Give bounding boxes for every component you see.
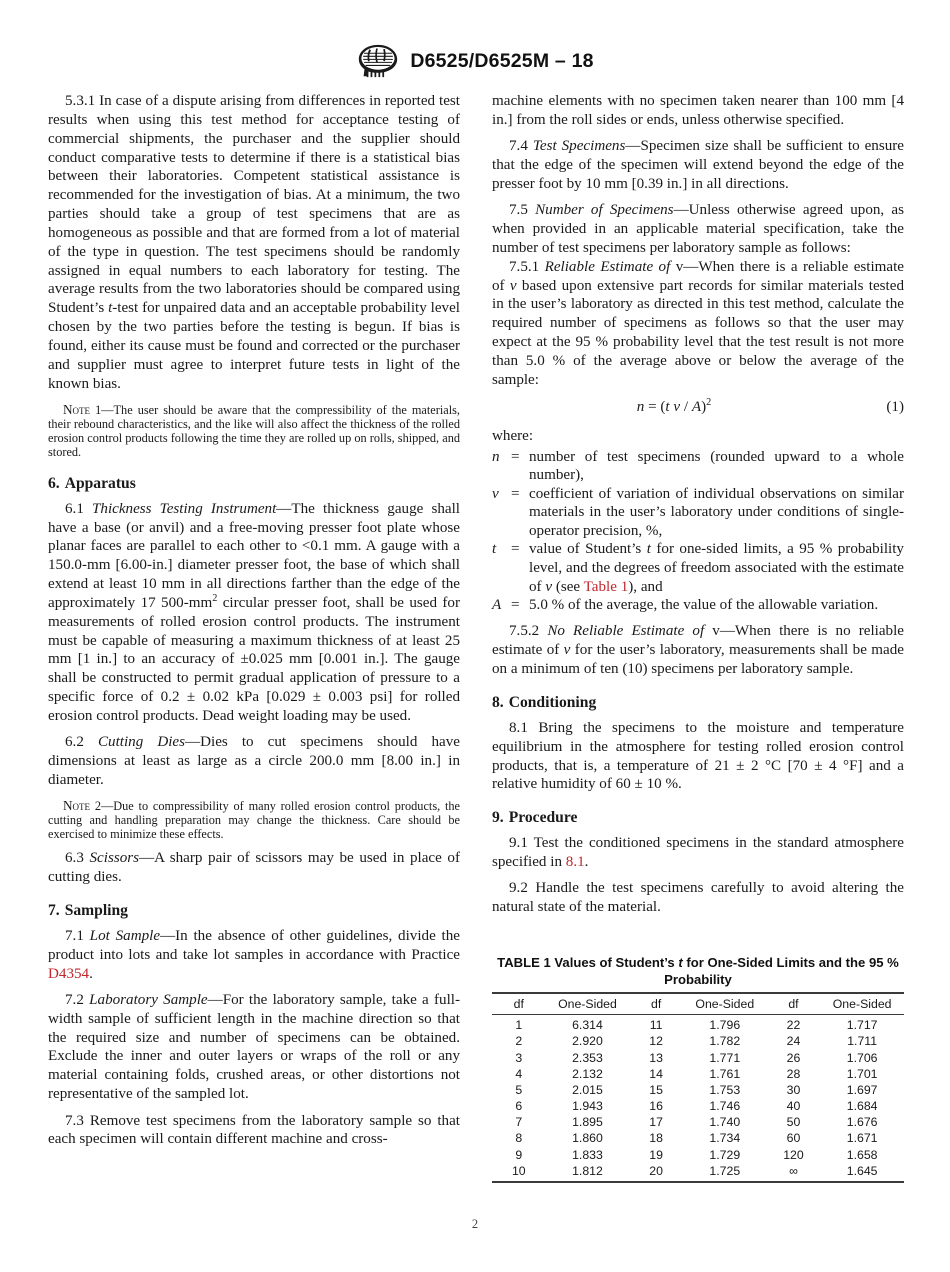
right-column bbox=[492, 92, 904, 1183]
equation-close: ) bbox=[701, 398, 707, 415]
cell-df: 15 bbox=[649, 1082, 663, 1097]
table-row bbox=[492, 1049, 904, 1065]
definition-text bbox=[529, 540, 904, 596]
cell-one-sided: 6.314 bbox=[572, 1018, 603, 1033]
variable-v: v bbox=[563, 642, 571, 659]
paragraph-text: —When there is a reliable estimate of bbox=[492, 258, 904, 294]
cell-df: 28 bbox=[786, 1066, 801, 1081]
cell-one-sided: 1.895 bbox=[572, 1115, 603, 1130]
column-header-df-2: df bbox=[629, 993, 683, 1015]
cell-one-sided: 1.943 bbox=[572, 1099, 603, 1114]
paragraph-number: 7.3 bbox=[65, 1112, 84, 1129]
page-number: 2 bbox=[471, 1217, 479, 1231]
paragraph-text-cont: circular presser foot, shall be used for measurements of rolled erosion control products. The instrument must be capable of measuring a maximum thickness of at least 25 mm [1 in.] to an accuracy of ±0.025 mm [0.001 in.]. The gauge shall be constructed to permit gradual application of pressure to a specific force of 0.2 ± 0.02 kPa [0.029 ± 0.003 psi] for rolled erosion control products. Dead weight loading may be used. bbox=[48, 594, 460, 724]
paragraph-number: 7.5.2 bbox=[509, 623, 540, 640]
column-header-one-sided-1: One-Sided bbox=[546, 993, 630, 1015]
section-heading-6 bbox=[48, 475, 460, 493]
section-title: Sampling bbox=[64, 901, 128, 919]
paragraph-number: 9.1 bbox=[509, 835, 528, 852]
cell-df: 1 bbox=[515, 1018, 523, 1033]
cell-one-sided: 1.782 bbox=[709, 1034, 741, 1049]
paragraph-text: Bring the specimens to the moisture and temperature equilibrium in the atmosphere for testing rolled erosion control products, that is, a temperature of 21 ± 2 °C [70 ± 4 °F] and a relative humidity of 60 ± 10 %. bbox=[492, 719, 904, 793]
cell-one-sided: 1.684 bbox=[846, 1099, 878, 1114]
section-heading-9 bbox=[492, 809, 904, 827]
cell-df: 3 bbox=[515, 1050, 523, 1065]
definition-text: coefficient of variation of individual observations on similar materials in the user’s laboratory under conditions of single-operator precision, %, bbox=[529, 485, 904, 539]
cell-df: 50 bbox=[786, 1115, 801, 1130]
equation-v: v bbox=[673, 398, 681, 415]
definition-equals: = bbox=[511, 597, 520, 614]
cell-df: 20 bbox=[629, 1163, 683, 1182]
cell-df: 10 bbox=[492, 1163, 546, 1182]
table-row bbox=[492, 1130, 904, 1146]
note-number: 1— bbox=[95, 402, 114, 417]
variable-v: v bbox=[545, 578, 553, 595]
table-row bbox=[492, 1033, 904, 1049]
definition-row-t bbox=[492, 540, 904, 596]
paragraph-title: Lot Sample bbox=[89, 927, 161, 944]
cell-df: 17 bbox=[649, 1115, 663, 1130]
paragraph-9-1 bbox=[492, 834, 904, 872]
paragraph-7-5-1 bbox=[492, 258, 904, 390]
paragraph-number: 7.5.1 bbox=[509, 258, 540, 275]
paragraph-number: 6.2 bbox=[65, 734, 84, 751]
cell-one-sided: 1.676 bbox=[846, 1115, 878, 1130]
definition-list bbox=[492, 448, 904, 615]
table-row bbox=[492, 1114, 904, 1130]
paragraph-text: —Dies to cut specimens should have dimensions at least as large as a circle 200.0 mm [8.00 in.] in diameter. bbox=[48, 734, 460, 788]
cell-one-sided: 1.671 bbox=[846, 1131, 878, 1146]
cell-df: 11 bbox=[649, 1018, 663, 1033]
column-header-one-sided-2: One-Sided bbox=[683, 993, 767, 1015]
paragraph-text: —Unless otherwise agreed upon, as when provided in an applicable material specification, take the number of test specimens per laboratory sample as follows: bbox=[492, 202, 904, 256]
paragraph-title: Laboratory Sample bbox=[89, 991, 208, 1008]
cell-one-sided: 1.706 bbox=[846, 1050, 878, 1065]
paragraph-9-2 bbox=[492, 879, 904, 917]
cell-one-sided: 2.132 bbox=[572, 1066, 603, 1081]
table-caption-b: for One-Sided Limits and the 95 % Probability bbox=[664, 955, 899, 987]
equation-exponent: 2 bbox=[706, 396, 712, 408]
note-label: Note bbox=[63, 797, 91, 813]
definition-text-d: ), and bbox=[628, 578, 663, 595]
section-number: 9. bbox=[492, 809, 504, 827]
table-caption-italic-t: t bbox=[678, 955, 683, 971]
definition-row-v bbox=[492, 485, 904, 541]
paragraph-number: 5.3.1 bbox=[65, 93, 96, 109]
equation-expression bbox=[492, 396, 904, 416]
table-row bbox=[492, 1066, 904, 1082]
paragraph-7-3-continued: machine elements with no specimen taken nearer than 100 mm [4 in.] from the roll sides or ends, unless otherwise specified. bbox=[492, 93, 904, 128]
table-row bbox=[492, 1163, 904, 1182]
definition-symbol: A bbox=[492, 597, 502, 614]
paragraph-title: Cutting Dies bbox=[97, 734, 186, 751]
definition-equals: = bbox=[511, 485, 520, 502]
equation-slash: / bbox=[680, 398, 692, 415]
paragraph-title: Scissors bbox=[89, 850, 139, 867]
section-title: Conditioning bbox=[508, 693, 597, 711]
paragraph-title: Number of Specimens bbox=[535, 202, 674, 219]
cell-df: 24 bbox=[786, 1034, 801, 1049]
definition-row-n bbox=[492, 448, 904, 485]
cell-df: 40 bbox=[786, 1099, 801, 1114]
paragraph-6-2 bbox=[48, 733, 460, 790]
cell-one-sided: 2.353 bbox=[572, 1050, 603, 1065]
cell-df: 26 bbox=[786, 1050, 801, 1065]
paragraph-title: No Reliable Estimate of bbox=[547, 623, 705, 640]
cell-df: 60 bbox=[786, 1131, 801, 1146]
cell-one-sided: 1.711 bbox=[847, 1034, 878, 1049]
paragraph-text: Remove test specimens from the laboratory sample so that each specimen will contain different machine and cross- bbox=[48, 1112, 460, 1148]
cell-df: 6 bbox=[515, 1099, 523, 1114]
table-row bbox=[492, 1082, 904, 1098]
cell-one-sided: 1.771 bbox=[709, 1050, 741, 1065]
cell-df: 12 bbox=[649, 1034, 663, 1049]
cell-one-sided: 1.701 bbox=[846, 1066, 878, 1081]
column-header-df-3: df bbox=[767, 993, 821, 1015]
paragraph-text: —When there is no reliable estimate of bbox=[492, 623, 904, 659]
cell-one-sided: 1.860 bbox=[572, 1131, 603, 1146]
where-label: where: bbox=[492, 427, 534, 444]
paragraph-text: —A sharp pair of scissors may be used in place of cutting dies. bbox=[48, 850, 460, 886]
note-1 bbox=[48, 403, 460, 460]
section-number: 8. bbox=[492, 693, 504, 711]
paragraph-text: —Specimen size shall be sufficient to ensure that the edge of the specimen will extend beyond the edge of the presser foot by 10 mm [0.39 in.] in all directions. bbox=[492, 138, 904, 192]
paragraph-7-5 bbox=[492, 201, 904, 258]
paragraph-number: 7.2 bbox=[65, 991, 84, 1008]
cell-df: 16 bbox=[649, 1099, 663, 1114]
cell-one-sided: 1.725 bbox=[683, 1163, 767, 1182]
equation-t: t bbox=[665, 398, 670, 415]
equation-n: n bbox=[636, 398, 645, 415]
italic-term: t bbox=[108, 300, 113, 317]
equation-1 bbox=[492, 396, 904, 421]
document-designation: D6525/D6525M – 18 bbox=[410, 49, 594, 72]
cell-df: 5 bbox=[515, 1082, 523, 1097]
paragraph-6-3 bbox=[48, 849, 460, 887]
cross-reference-link-table-1[interactable]: Table 1 bbox=[583, 578, 629, 595]
column-header-one-sided-3: One-Sided bbox=[820, 993, 904, 1015]
paragraph-text-cont: based upon extensive part records for similar materials tested in the user’s laboratory as directed in this test method, calculate the required number of specimens as follows so that the user may expect at the 95 % probability level that the test result is not more than 5.0 % of the average above or below the average of the sample: bbox=[492, 277, 904, 388]
column-header-df-1: df bbox=[492, 993, 546, 1015]
cell-df: 30 bbox=[786, 1082, 801, 1097]
table-row bbox=[492, 1015, 904, 1034]
cell-one-sided: 1.812 bbox=[546, 1163, 630, 1182]
cell-one-sided: 1.740 bbox=[709, 1115, 741, 1130]
cell-one-sided: 1.645 bbox=[820, 1163, 904, 1182]
paragraph-number: 7.5 bbox=[509, 202, 528, 219]
cell-df: 120 bbox=[783, 1147, 804, 1162]
definition-text-b: for one-sided limits, a 95 % probability level, and the degrees of freedom associated with the estimate of bbox=[529, 541, 904, 595]
note-text: Due to compressibility of many rolled erosion control products, the cutting and handling preparation may change the thickness. Care should be exercised to minimize these effects. bbox=[48, 798, 461, 842]
cell-one-sided: 1.746 bbox=[709, 1099, 741, 1114]
astm-logo-icon bbox=[356, 44, 400, 78]
cell-one-sided: 1.753 bbox=[709, 1082, 741, 1097]
table-header-row bbox=[492, 993, 904, 1015]
superscript: 2 bbox=[212, 592, 218, 604]
paragraph-text: Handle the test specimens carefully to avoid altering the natural state of the material. bbox=[492, 880, 904, 916]
cell-df: 22 bbox=[786, 1018, 801, 1033]
equation-number: (1) bbox=[886, 398, 904, 415]
paragraph-7-2 bbox=[48, 991, 460, 1104]
paragraph-title: Test Specimens bbox=[532, 138, 626, 155]
table-body bbox=[492, 1015, 904, 1182]
table-1-caption bbox=[492, 955, 904, 988]
definition-text-a: value of Student’s bbox=[529, 541, 647, 558]
paragraph-number: 6.3 bbox=[65, 850, 84, 867]
note-number: 2— bbox=[94, 798, 114, 813]
cell-one-sided: 1.734 bbox=[709, 1131, 741, 1146]
cell-df: 9 bbox=[515, 1147, 523, 1162]
variable-v: v bbox=[675, 258, 684, 275]
equation-A: A bbox=[691, 398, 702, 415]
definition-text-c: (see bbox=[552, 578, 584, 595]
cell-df-infinity: ∞ bbox=[767, 1163, 821, 1182]
paragraph-text-cont: -test for unpaired data and an acceptable probability level chosen by the two parties before the testing is begun. If bias is found, either its cause must be found and corrected or the purchaser and supplier must agree to interpret future tests in light of the known bias. bbox=[48, 300, 460, 392]
cell-one-sided: 1.658 bbox=[846, 1147, 878, 1162]
cell-df: 13 bbox=[649, 1050, 663, 1065]
cross-reference-link-8-1[interactable]: 8.1 bbox=[565, 854, 585, 871]
section-heading-8 bbox=[492, 694, 904, 712]
table-row bbox=[492, 1098, 904, 1114]
cell-one-sided: 2.920 bbox=[572, 1034, 603, 1049]
note-label: Note bbox=[63, 401, 91, 417]
cell-one-sided: 1.833 bbox=[572, 1147, 603, 1162]
cell-df: 18 bbox=[649, 1131, 663, 1146]
cell-one-sided: 2.015 bbox=[572, 1082, 603, 1097]
paragraph-text-cont: . bbox=[89, 965, 93, 982]
definition-equals: = bbox=[511, 448, 520, 465]
cell-df: 14 bbox=[649, 1066, 663, 1081]
paragraph-number: 9.2 bbox=[509, 880, 528, 897]
paragraph-7-4 bbox=[492, 137, 904, 194]
definition-row-A bbox=[492, 596, 904, 615]
paragraph-text: Test the conditioned specimens in the standard atmosphere specified in bbox=[492, 835, 904, 871]
paragraph-text: —For the laboratory sample, take a full-width sample of sufficient length in the machine direction so that the required size and number of specimens can be obtained. Exclude the inner and outer layers or wraps of the roll or any material containing folds, crushed areas, or other distortions not representative of the sampled lot. bbox=[48, 991, 460, 1103]
definition-text: number of test specimens (rounded upward to a whole number), bbox=[529, 448, 904, 484]
paragraph-text-cont: for the user’s laboratory, measurements shall be made on a minimum of ten (10) specimens per laboratory sample. bbox=[492, 642, 904, 678]
left-column bbox=[48, 92, 460, 1183]
paragraph-title: Thickness Testing Instrument bbox=[92, 500, 277, 517]
table-1-container bbox=[492, 955, 904, 1183]
paragraph-number: 6.1 bbox=[65, 500, 84, 517]
page-header bbox=[0, 44, 950, 78]
cell-df: 4 bbox=[515, 1066, 523, 1081]
paragraph-number: 8.1 bbox=[509, 719, 528, 736]
paragraph-number: 7.1 bbox=[65, 927, 84, 944]
cell-one-sided: 1.761 bbox=[709, 1066, 741, 1081]
paragraph-7-1 bbox=[48, 927, 460, 984]
cell-one-sided: 1.796 bbox=[709, 1018, 741, 1033]
cell-one-sided: 1.729 bbox=[709, 1147, 741, 1162]
paragraph-text: —The thickness gauge shall have a base (or anvil) and a free-moving presser foot plate whose planar faces are parallel to each other to <0.1 mm. A gauge with a 150.0-mm [6.00-in.] diameter presser foot, the base of which shall extend at least 10 mm in all directions farther than the edge of the approximately 17 500-mm bbox=[48, 500, 460, 611]
cell-df: 8 bbox=[515, 1131, 523, 1146]
variable-v: v bbox=[712, 623, 720, 640]
cell-df: 7 bbox=[515, 1115, 523, 1130]
table-1 bbox=[492, 992, 904, 1183]
paragraph-7-3 bbox=[48, 1112, 460, 1150]
cell-one-sided: 1.697 bbox=[846, 1082, 878, 1097]
section-title: Procedure bbox=[508, 809, 578, 827]
cell-df: 19 bbox=[649, 1147, 663, 1162]
definition-equals: = bbox=[511, 541, 520, 558]
cell-df: 2 bbox=[515, 1034, 523, 1049]
table-row bbox=[492, 1147, 904, 1163]
definition-text: 5.0 % of the average, the value of the allowable variation. bbox=[529, 597, 879, 614]
cross-reference-link-d4354[interactable]: D4354 bbox=[48, 965, 90, 982]
definition-symbol: v bbox=[492, 485, 499, 502]
paragraph-8-1 bbox=[492, 719, 904, 794]
section-number: 6. bbox=[48, 474, 60, 492]
paragraph-title: Reliable Estimate of bbox=[544, 258, 671, 275]
paragraph-5-3-1 bbox=[48, 92, 460, 394]
cell-one-sided: 1.717 bbox=[846, 1018, 878, 1033]
definition-symbol: t bbox=[492, 541, 497, 558]
equation-open: = ( bbox=[648, 398, 666, 415]
section-number: 7. bbox=[48, 901, 60, 919]
table-caption-a: TABLE 1 Values of Student’s bbox=[497, 955, 679, 971]
section-heading-7 bbox=[48, 902, 460, 920]
section-title: Apparatus bbox=[64, 474, 136, 492]
definition-symbol: n bbox=[492, 448, 500, 465]
paragraph-number: 7.4 bbox=[509, 138, 528, 155]
note-text: The user should be aware that the compressibility of the materials, their rebound characteristics, and the like will also affect the thickness of the rolled erosion control products following the time they are rolled up on rolls, shipped, and stored. bbox=[48, 402, 460, 460]
note-2 bbox=[48, 799, 460, 842]
paragraph-text: In case of a dispute arising from differences in reported test results when using this test method for acceptance testing of commercial shipments, the purchaser and the supplier should conduct comparative tests to determine if there is a statistical bias between their laboratories. Competent statistical assistance is recommended for the investigation of bias. At a minimum, the two parties should take a group of test specimens that are as homogeneous as possible and that are formed from a lot of material of the type in question. The test specimens should be randomly assigned in equal numbers to each laboratory for testing. The average results from the two laboratories should be compared using Student’s bbox=[48, 93, 460, 317]
variable-v: v bbox=[509, 277, 517, 294]
variable-t: t bbox=[646, 541, 651, 558]
paragraph-7-5-2 bbox=[492, 622, 904, 679]
table-header bbox=[492, 993, 904, 1015]
two-column-body bbox=[48, 92, 904, 1183]
paragraph-6-1 bbox=[48, 500, 460, 726]
paragraph-text: —In the absence of other guidelines, divide the product into lots and take lot samples in accordance with Practice bbox=[48, 927, 460, 963]
paragraph-text-cont: . bbox=[584, 854, 589, 871]
